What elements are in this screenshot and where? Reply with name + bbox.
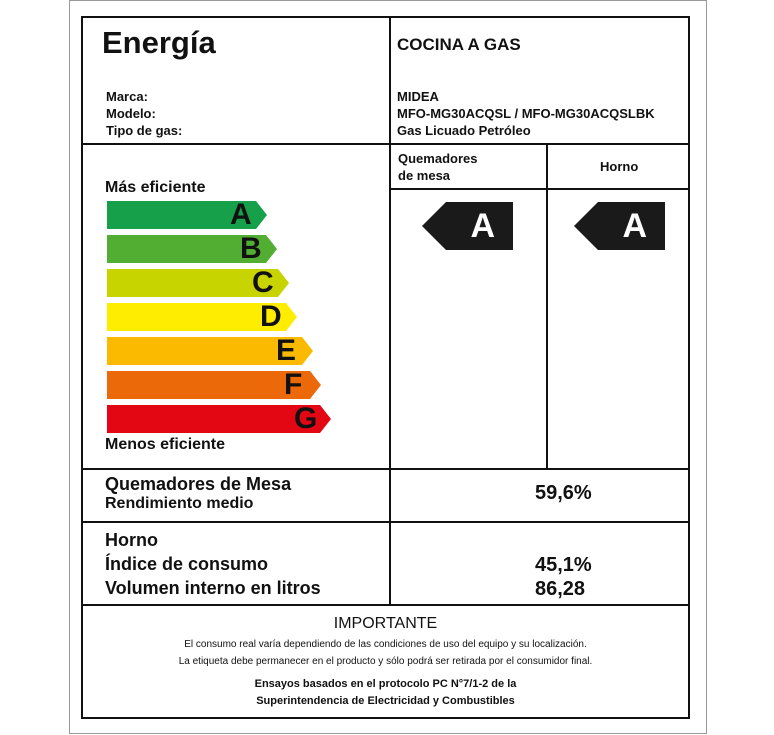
energy-label [81,16,690,719]
scale-bottom-label: Menos eficiente [105,436,226,453]
model-value: MFO-MG30ACQSL / MFO-MG30ACQSLBK [397,106,655,121]
divider-burners-bottom [83,521,688,523]
arrow-left-icon [422,202,513,250]
oven-volume-label: Volumen interno en litros [105,578,321,598]
efficiency-letter-g: G [294,402,318,435]
burners-metric-label: Rendimiento medio [105,495,254,512]
divider-column-headers [390,188,688,190]
efficiency-bar-g [107,402,331,435]
efficiency-bar-e [107,334,313,367]
efficiency-bar-f [107,368,321,401]
efficiency-letter-e: E [276,334,297,367]
arrow-left-icon [574,202,665,250]
gas-label: Tipo de gas: [106,123,183,138]
efficiency-letter-c: C [252,266,274,299]
oven-consumption-label: Índice de consumo [105,554,269,574]
efficiency-letter-f: F [284,368,303,401]
divider-oven-bottom [83,604,688,606]
gas-value: Gas Licuado Petróleo [397,123,531,138]
efficiency-bar-c [107,266,289,299]
divider-main-column [389,18,391,604]
divider-scale-bottom [83,468,688,470]
divider-rating-columns [546,145,548,468]
efficiency-letter-b: B [240,232,262,265]
notice-line-2: La etiqueta debe permanecer en el producto y sólo podrá ser retirada por el consumidor final. [178,656,593,667]
efficiency-bar-b [107,232,277,265]
protocol-line-2: Superintendencia de Electricidad y Combustibles [256,695,515,707]
brand-value: MIDEA [397,89,439,104]
protocol-line-1: Ensayos basados en el protocolo PC N°7/1-2 de la [254,678,517,690]
brand-label: Marca: [106,89,148,104]
efficiency-bar-d [107,300,297,333]
oven-rating-indicator [574,202,665,250]
page-title: Energía [102,25,216,60]
scale-top-label: Más eficiente [105,179,206,196]
burners-section-title: Quemadores de Mesa [105,474,292,494]
notice-line-1: El consumo real varía dependiendo de las condiciones de uso del equipo y su localización. [184,639,587,650]
efficiency-bar-a [107,198,267,231]
oven-section-title: Horno [105,530,158,550]
efficiency-letter-d: D [260,300,282,333]
efficiency-letter-a: A [230,198,252,231]
product-type: COCINA A GAS [397,35,521,54]
oven-consumption-value: 45,1% [535,554,592,576]
burners-rating-letter: A [470,207,495,245]
oven-volume-value: 86,28 [535,578,586,600]
model-label: Modelo: [106,106,156,121]
divider-header [83,143,688,145]
burners-metric-value: 59,6% [535,482,592,504]
notice-title: IMPORTANTE [333,615,438,632]
burners-header-line1: Quemadores [398,151,478,166]
oven-rating-letter: A [622,207,647,245]
burners-rating-indicator [422,202,513,250]
burners-header-line2: de mesa [398,168,451,183]
oven-header: Horno [600,159,639,174]
